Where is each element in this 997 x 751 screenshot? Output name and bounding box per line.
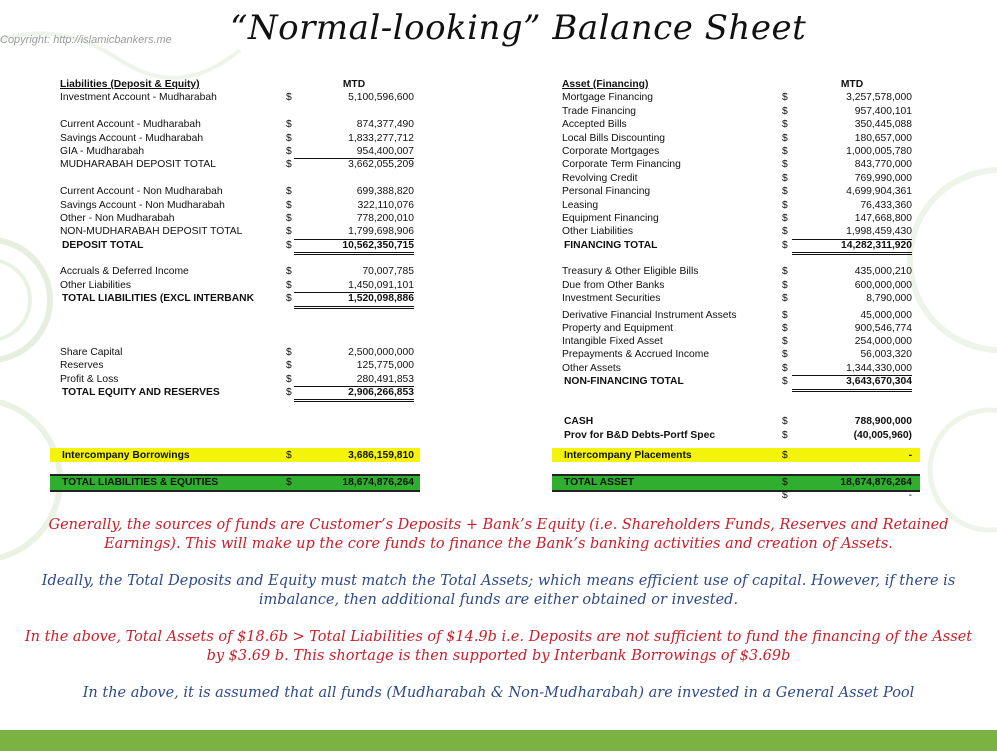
row-label: Corporate Term Financing <box>562 159 681 171</box>
note-paragraph: In the above, Total Assets of $18.6b > Total Liabilities of $14.9b i.e. Deposits are not sufficient to fund the financing of the Asset by $3.69 b. This shortage is then supported by Interbank Borrowings of $3.69b <box>24 629 973 664</box>
intercompany-placements-value: - <box>908 450 912 461</box>
currency-symbol: $ <box>782 376 788 388</box>
row-label: NON-MUDHARABAH DEPOSIT TOTAL <box>60 226 243 238</box>
table-row <box>562 306 920 322</box>
row-value: 125,775,000 <box>356 360 414 372</box>
table-row <box>60 185 420 198</box>
table-row <box>60 145 420 158</box>
table-row <box>562 362 920 375</box>
assets-header-col: MTD <box>840 79 864 90</box>
row-label: Current Account - Mudharabah <box>60 119 201 131</box>
row-label: GIA - Mudharabah <box>60 145 145 157</box>
row-value: 180,657,000 <box>854 132 912 144</box>
table-row <box>562 212 920 225</box>
note-paragraph: Generally, the sources of funds are Customer’s Deposits + Bank’s Equity (i.e. Shareholders Funds, Reserves and Retained Earnings). This will make up the core funds to finance the Bank’s banking activities and creation of Assets. <box>48 517 949 552</box>
row-value: 45,000,000 <box>860 309 912 321</box>
intercompany-borrowings-label: Intercompany Borrowings <box>62 450 190 461</box>
liabilities-table <box>60 78 420 399</box>
currency-symbol: $ <box>286 346 292 358</box>
row-value: 76,433,360 <box>860 199 912 211</box>
currency-symbol: $ <box>782 416 788 428</box>
row-label: Local Bills Discounting <box>562 132 666 144</box>
row-label: Other Assets <box>562 362 621 374</box>
row-value: 1,450,091,101 <box>294 279 414 293</box>
currency-symbol: $ <box>286 92 292 104</box>
row-value: 280,491,853 <box>294 373 414 387</box>
table-row <box>562 185 920 198</box>
table-row <box>60 346 420 359</box>
row-label: Due from Other Banks <box>562 279 665 291</box>
row-value: 56,003,320 <box>860 349 912 361</box>
currency-symbol: $ <box>782 490 788 502</box>
row-value: 900,546,774 <box>854 322 912 334</box>
currency-symbol: $ <box>782 266 788 278</box>
row-label: Intangible Fixed Asset <box>562 336 663 348</box>
table-row <box>562 91 920 104</box>
row-value: 2,500,000,000 <box>348 346 414 358</box>
currency-symbol: $ <box>782 145 788 157</box>
row-label: Profit & Loss <box>60 373 119 385</box>
currency-symbol: $ <box>286 360 292 372</box>
currency-symbol: $ <box>286 119 292 131</box>
row-value: 70,007,785 <box>362 266 414 278</box>
row-value: 1,000,005,780 <box>846 145 912 157</box>
total-liabilities-equities-row <box>60 476 420 489</box>
row-value: 4,699,904,361 <box>846 186 912 198</box>
table-row <box>562 225 920 238</box>
table-row <box>60 265 420 278</box>
currency-symbol: $ <box>782 226 788 238</box>
row-value: 843,770,000 <box>854 159 912 171</box>
row-value: 1,344,330,000 <box>792 362 912 376</box>
row-label: FINANCING TOTAL <box>564 239 658 251</box>
row-label: TOTAL EQUITY AND RESERVES <box>62 386 220 398</box>
assets-table <box>562 78 920 442</box>
currency-symbol: $ <box>782 212 788 224</box>
row-value: 10,562,350,715 <box>294 239 414 255</box>
row-value: 254,000,000 <box>854 336 912 348</box>
row-label: Treasury & Other Eligible Bills <box>562 266 699 278</box>
currency-symbol: $ <box>782 309 788 321</box>
currency-symbol: $ <box>782 159 788 171</box>
row-value: 699,388,820 <box>356 186 414 198</box>
spacer <box>60 172 420 185</box>
currency-symbol: $ <box>782 186 788 198</box>
currency-symbol: $ <box>782 322 788 334</box>
row-label: Current Account - Non Mudharabah <box>60 186 223 198</box>
row-value: 14,282,311,920 <box>792 239 912 255</box>
row-value: 1,833,277,712 <box>348 132 414 144</box>
row-label: Savings Account - Non Mudharabah <box>60 199 225 211</box>
row-label: Trade Financing <box>562 105 637 117</box>
currency-symbol: $ <box>286 279 292 291</box>
row-value: 5,100,596,600 <box>348 92 414 104</box>
table-row <box>562 415 920 428</box>
row-label: Property and Equipment <box>562 322 674 334</box>
currency-symbol: $ <box>782 349 788 361</box>
row-label: Share Capital <box>60 346 123 358</box>
row-label: Derivative Financial Instrument Assets <box>562 309 737 321</box>
currency-symbol: $ <box>286 450 292 461</box>
row-value: 147,668,800 <box>854 212 912 224</box>
currency-symbol: $ <box>286 477 292 488</box>
table-row <box>562 105 920 118</box>
row-label: Investment Account - Mudharabah <box>60 92 217 104</box>
table-row <box>562 145 920 158</box>
currency-symbol: $ <box>286 373 292 385</box>
row-label: Other - Non Mudharabah <box>60 212 175 224</box>
row-value: 435,000,210 <box>854 266 912 278</box>
row-label: Investment Securities <box>562 293 661 305</box>
row-value: 3,643,670,304 <box>792 375 912 391</box>
table-row <box>60 239 420 252</box>
table-row <box>562 335 920 348</box>
intercompany-placements-row <box>562 449 920 462</box>
table-row <box>562 172 920 185</box>
liabilities-header <box>60 78 420 91</box>
row-label: Corporate Mortgages <box>562 145 660 157</box>
table-row <box>562 132 920 145</box>
currency-symbol: $ <box>782 199 788 211</box>
total-asset-label: TOTAL ASSET <box>564 477 634 488</box>
table-row <box>562 239 920 252</box>
table-row <box>60 279 420 292</box>
table-row <box>60 199 420 212</box>
currency-symbol: $ <box>782 92 788 104</box>
table-row <box>562 429 920 442</box>
table-row <box>562 292 920 305</box>
row-label: Leasing <box>562 199 599 211</box>
row-label: Personal Financing <box>562 186 651 198</box>
table-row <box>562 199 920 212</box>
currency-symbol: $ <box>782 336 788 348</box>
extra-value: - <box>908 490 912 502</box>
row-value: 1,799,698,906 <box>294 225 414 239</box>
note-paragraph: In the above, it is assumed that all funds (Mudharabah & Non-Mudharabah) are invested in a General Asset Pool <box>82 685 915 701</box>
row-label: Accepted Bills <box>562 119 627 131</box>
table-row <box>562 375 920 388</box>
total-liabilities-equities-value: 18,674,876,264 <box>342 477 414 488</box>
row-value: 2,906,266,853 <box>294 386 414 402</box>
page-title: “Normal-looking” Balance Sheet <box>230 8 807 48</box>
total-asset-row <box>562 476 920 503</box>
row-label: Other Liabilities <box>562 226 633 238</box>
liabilities-header-col: MTD <box>342 79 366 90</box>
row-label: Other Liabilities <box>60 279 131 291</box>
currency-symbol: $ <box>286 145 292 157</box>
row-value: 600,000,000 <box>854 279 912 291</box>
intercompany-placements-label: Intercompany Placements <box>564 450 692 461</box>
table-row <box>562 322 920 335</box>
row-label: NON-FINANCING TOTAL <box>564 376 684 388</box>
note-paragraph: Ideally, the Total Deposits and Equity must match the Total Assets; which means efficient use of capital. However, if there is imbalance, then additional funds are either obtained or invested. <box>41 573 956 608</box>
liabilities-header-label: Liabilities (Deposit & Equity) <box>60 79 200 90</box>
row-label: MUDHARABAH DEPOSIT TOTAL <box>60 159 217 171</box>
currency-symbol: $ <box>286 266 292 278</box>
currency-symbol: $ <box>782 450 788 461</box>
row-label: Revolving Credit <box>562 172 638 184</box>
row-value: (40,005,960) <box>853 429 912 441</box>
table-row <box>60 386 420 399</box>
currency-symbol: $ <box>286 239 292 251</box>
currency-symbol: $ <box>782 172 788 184</box>
currency-symbol: $ <box>286 132 292 144</box>
spacer <box>60 105 420 118</box>
table-row <box>562 158 920 171</box>
row-value: 778,200,010 <box>356 212 414 224</box>
table-row <box>562 348 920 361</box>
table-row <box>60 373 420 386</box>
table-row <box>60 118 420 131</box>
table-row <box>60 91 420 104</box>
row-value: 3,257,578,000 <box>846 92 912 104</box>
spacer <box>60 319 420 332</box>
currency-symbol: $ <box>286 186 292 198</box>
total-liabilities-equities-label: TOTAL LIABILITIES & EQUITIES <box>62 477 219 488</box>
row-value: 322,110,076 <box>357 199 414 211</box>
row-label: Reserves <box>60 360 104 372</box>
intercompany-borrowings-value: 3,686,159,810 <box>348 450 414 461</box>
table-row <box>60 212 420 225</box>
currency-symbol: $ <box>286 386 292 398</box>
row-label: Mortgage Financing <box>562 92 654 104</box>
spacer <box>562 402 920 415</box>
currency-symbol: $ <box>286 293 292 305</box>
currency-symbol: $ <box>782 105 788 117</box>
table-row <box>60 158 420 171</box>
spacer <box>60 332 420 345</box>
row-value: 957,400,101 <box>854 105 912 117</box>
row-value: 954,400,007 <box>294 145 414 159</box>
row-value: 350,445,088 <box>854 119 912 131</box>
row-value: 874,377,490 <box>356 119 414 131</box>
row-label: Prepayments & Accrued Income <box>562 349 710 361</box>
row-value: 769,990,000 <box>854 172 912 184</box>
row-label: TOTAL LIABILITIES (EXCL INTERBANK <box>62 293 255 305</box>
currency-symbol: $ <box>286 199 292 211</box>
row-value: 788,900,000 <box>854 416 912 428</box>
row-label: Savings Account - Mudharabah <box>60 132 204 144</box>
currency-symbol: $ <box>782 239 788 251</box>
currency-symbol: $ <box>782 279 788 291</box>
total-asset-value: 18,674,876,264 <box>840 477 912 488</box>
intercompany-borrowings-row <box>60 449 420 462</box>
currency-symbol: $ <box>782 132 788 144</box>
currency-symbol: $ <box>286 212 292 224</box>
row-label: CASH <box>564 416 594 428</box>
currency-symbol: $ <box>286 159 292 171</box>
row-label: Prov for B&D Debts-Portf Spec <box>564 429 716 441</box>
row-label: Equipment Financing <box>562 212 659 224</box>
table-row <box>60 225 420 238</box>
currency-symbol: $ <box>782 477 788 488</box>
table-row <box>60 292 420 305</box>
row-value: 3,662,055,209 <box>348 159 414 171</box>
table-row <box>60 359 420 372</box>
currency-symbol: $ <box>782 429 788 441</box>
copyright-text: Copyright: http://islamicbankers.me <box>0 34 172 46</box>
row-value: 1,520,098,886 <box>294 292 414 308</box>
table-row <box>60 132 420 145</box>
row-value: 8,790,000 <box>866 293 912 305</box>
table-row <box>562 118 920 131</box>
table-row <box>562 265 920 278</box>
assets-header-label: Asset (Financing) <box>562 79 649 90</box>
row-value: 1,998,459,430 <box>792 225 912 239</box>
currency-symbol: $ <box>286 226 292 238</box>
footer-bar <box>0 730 997 751</box>
currency-symbol: $ <box>782 362 788 374</box>
row-label: Accruals & Deferred Income <box>60 266 189 278</box>
currency-symbol: $ <box>782 293 788 305</box>
currency-symbol: $ <box>782 119 788 131</box>
row-label: DEPOSIT TOTAL <box>62 239 144 251</box>
assets-header <box>562 78 920 91</box>
explanation-notes <box>20 516 977 721</box>
table-row <box>562 279 920 292</box>
